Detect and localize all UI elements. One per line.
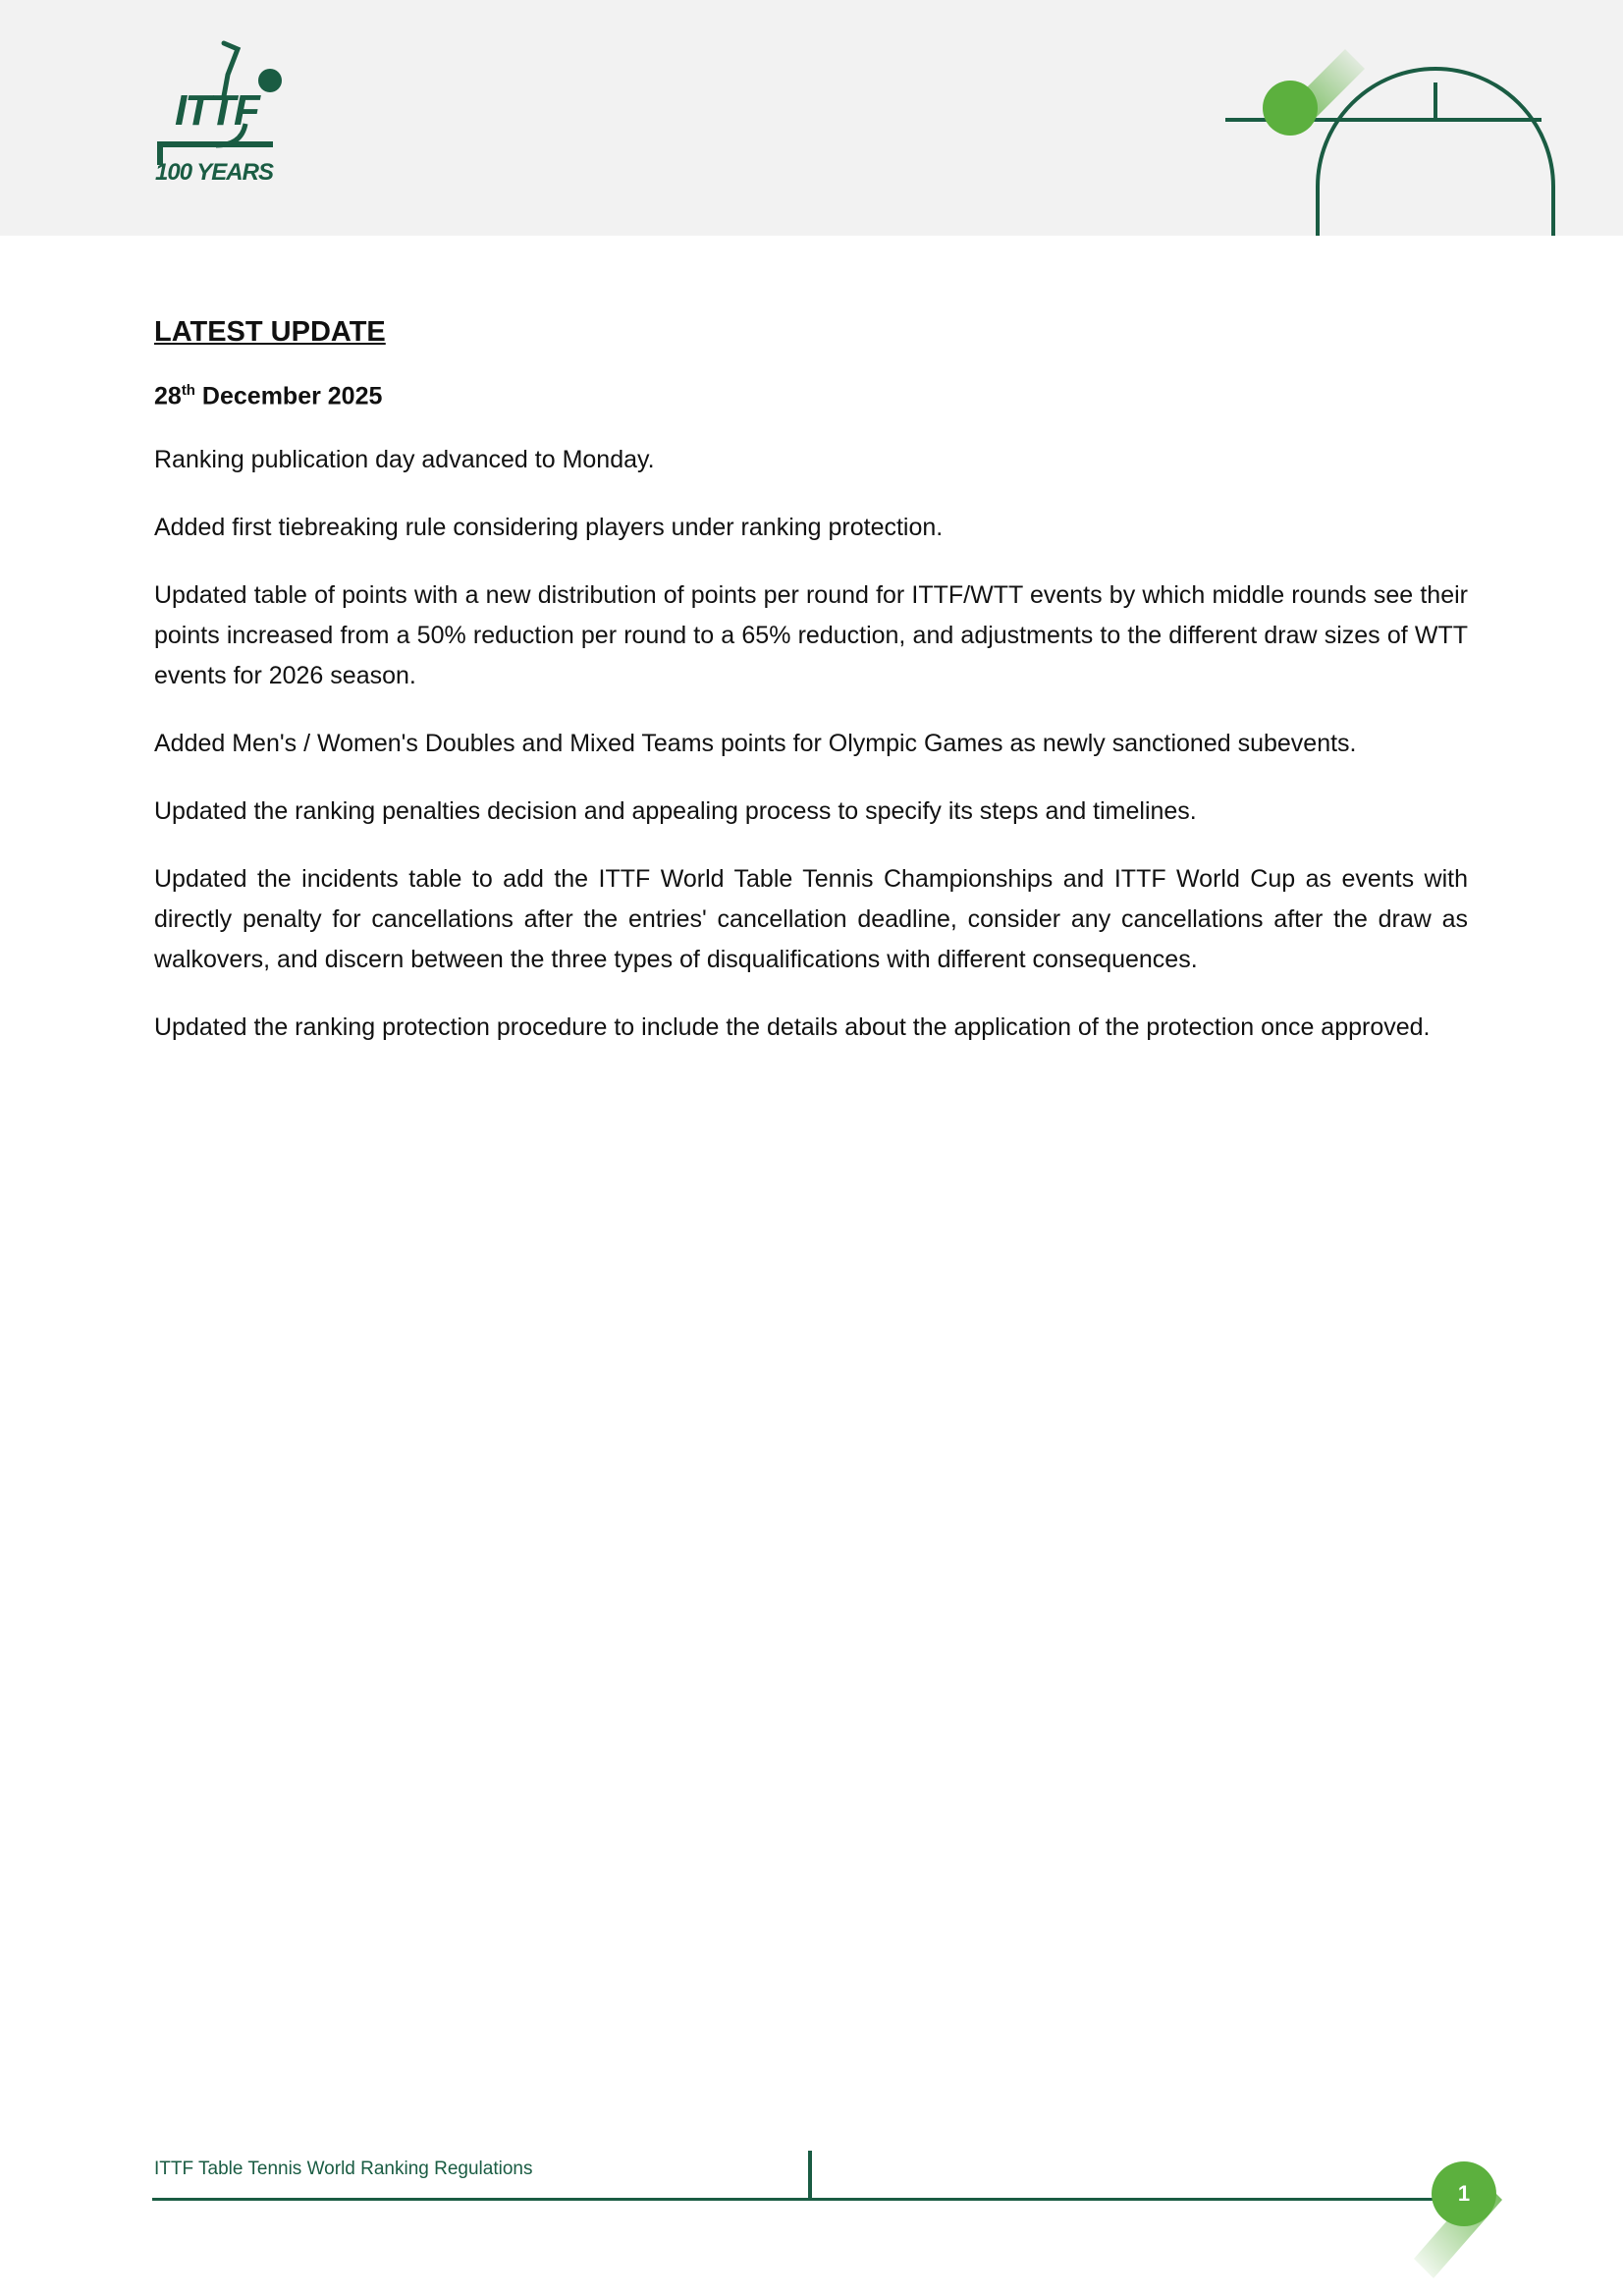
date-rest: December 2025 [194,382,383,410]
paragraph: Updated the ranking penalties decision and appealing process to specify its steps and timelines. [154,797,1197,826]
paragraph: Added first tiebreaking rule considering players under ranking protection. [154,514,944,542]
paragraph: Added Men's / Women's Doubles and Mixed Teams points for Olympic Games as newly sanctioned subevents. [154,730,1357,758]
date-suffix: th [181,382,195,399]
footer-divider-tick [808,2151,812,2200]
logo-wordmark: ITTF [175,86,258,135]
page-title: LATEST UPDATE [154,316,386,348]
header-decoration-icon [1217,39,1623,236]
paragraph: Ranking publication day advanced to Monday. [154,446,655,474]
footer-rule [152,2198,1463,2201]
date-day: 28 [154,382,182,410]
paragraph: Updated the ranking protection procedure to include the details about the application of the protection once approved. [154,1013,1431,1042]
document-body [154,316,1468,1075]
update-date [154,382,1468,410]
footer-decoration-icon [1375,2141,1623,2296]
paragraph: Updated the incidents table to add the ITTF World Table Tennis Championships and ITTF World Cup as events with directly penalty for cancellations after the entries' cancellation deadline, consider any cancellations after the draw as walkovers, and discern between the three types of disqualifications with different consequences. [154,865,1468,974]
footer-label: ITTF Table Tennis World Ranking Regulations [154,2159,533,2179]
ittf-logo [147,35,295,202]
paragraph: Updated table of points with a new distribution of points per round for ITTF/WTT events by which middle rounds see their points increased from a 50% reduction per round to a 65% reduction, and adjustments to the different draw sizes of WTT events for 2026 season. [154,581,1468,690]
logo-years: 100 YEARS [155,159,273,186]
page-number-badge: 1 [1432,2161,1496,2226]
